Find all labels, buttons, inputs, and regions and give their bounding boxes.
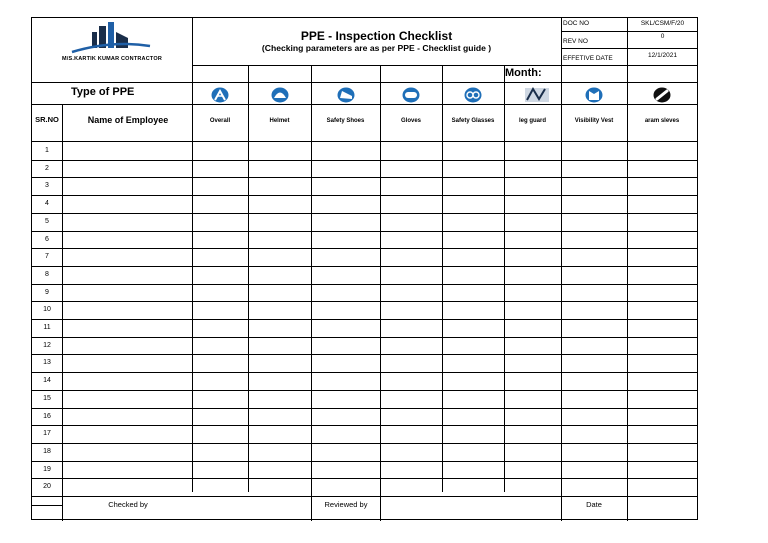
effective-date-label: EFFETIVE DATE xyxy=(563,55,613,62)
border-right xyxy=(697,17,698,520)
row-line-11 xyxy=(31,337,698,338)
row-line-1 xyxy=(31,160,698,161)
row-number-6: 6 xyxy=(45,236,49,243)
row-number-3: 3 xyxy=(45,182,49,189)
logo-divider xyxy=(192,17,193,492)
doc-info-line-2 xyxy=(561,48,698,49)
date-label: Date xyxy=(586,500,602,509)
column-header-bottom xyxy=(31,141,698,142)
checked-by-label: Checked by xyxy=(108,500,148,509)
ppe-column-header-4: Safety Glasses xyxy=(451,118,495,124)
month-row-bottom xyxy=(31,82,698,83)
row-line-6 xyxy=(31,248,698,249)
page-subtitle: (Checking parameters are as per PPE - Checklist guide ) xyxy=(261,43,492,53)
row-line-14 xyxy=(31,390,698,391)
column-line-1 xyxy=(311,65,312,492)
column-line-6 xyxy=(627,65,628,492)
visibility-vest-icon xyxy=(585,86,603,109)
ppe-checklist-sheet xyxy=(31,17,698,520)
row-number-5: 5 xyxy=(45,218,49,225)
column-line-3 xyxy=(442,65,443,492)
row-number-14: 14 xyxy=(43,377,51,384)
row-number-20: 20 xyxy=(43,483,51,490)
row-number-19: 19 xyxy=(43,466,51,473)
company-logo xyxy=(32,18,192,66)
doc-info-line-1 xyxy=(561,31,698,32)
border-left xyxy=(31,17,32,520)
building-roof xyxy=(116,32,128,48)
type-of-ppe-label: Type of PPE xyxy=(71,86,135,98)
month-label: Month: xyxy=(505,67,542,79)
row-number-13: 13 xyxy=(43,359,51,366)
row-number-7: 7 xyxy=(45,253,49,260)
employee-name-header: Name of Employee xyxy=(87,115,169,125)
rev-no-label: REV NO xyxy=(563,38,588,45)
row-line-19 xyxy=(31,478,698,479)
doc-info-value-divider xyxy=(627,17,628,66)
ppe-column-header-7: aram sleves xyxy=(644,118,680,124)
row-number-15: 15 xyxy=(43,395,51,402)
row-line-3 xyxy=(31,195,698,196)
footer-sr-line xyxy=(31,505,62,506)
rev-no-value: 0 xyxy=(660,33,665,40)
row-number-17: 17 xyxy=(43,430,51,437)
reviewed-by-label: Reviewed by xyxy=(324,500,368,509)
row-line-8 xyxy=(31,284,698,285)
ppe-column-header-3: Gloves xyxy=(400,118,421,124)
row-line-7 xyxy=(31,266,698,267)
row-number-18: 18 xyxy=(43,448,51,455)
title-bottom-line xyxy=(192,65,698,66)
border-top xyxy=(31,17,698,18)
ppe-column-header-1: Helmet xyxy=(269,118,290,124)
ppe-column-header-5: leg guard xyxy=(518,118,546,124)
leg-guard-icon xyxy=(524,86,550,109)
row-number-2: 2 xyxy=(45,165,49,172)
page-title: PPE - Inspection Checklist xyxy=(300,29,453,43)
column-line-4 xyxy=(504,65,505,492)
footer-divider-4 xyxy=(627,491,628,521)
doc-no-label: DOC NO xyxy=(563,20,589,27)
row-number-10: 10 xyxy=(43,306,51,313)
footer-divider-2 xyxy=(380,491,381,521)
column-line-5 xyxy=(561,65,562,492)
sr-column-line xyxy=(62,104,63,521)
doc-info-divider xyxy=(561,17,562,66)
row-line-16 xyxy=(31,425,698,426)
column-line-0 xyxy=(248,65,249,492)
gloves-icon xyxy=(402,86,420,109)
column-line-2 xyxy=(380,65,381,492)
safety-shoes-icon xyxy=(337,86,355,109)
row-line-15 xyxy=(31,408,698,409)
row-line-13 xyxy=(31,372,698,373)
arm-sleeves-icon xyxy=(653,86,671,109)
row-line-4 xyxy=(31,213,698,214)
row-line-17 xyxy=(31,443,698,444)
row-line-20 xyxy=(31,496,698,497)
ppe-column-header-6: Visibility Vest xyxy=(574,118,614,124)
border-bottom xyxy=(31,519,698,520)
row-number-16: 16 xyxy=(43,413,51,420)
row-line-10 xyxy=(31,319,698,320)
ppe-column-header-2: Safety Shoes xyxy=(326,118,365,124)
effective-date-value: 12/1/2021 xyxy=(648,52,677,59)
row-line-2 xyxy=(31,177,698,178)
row-line-5 xyxy=(31,231,698,232)
sr-no-header: SR.NO xyxy=(35,115,59,124)
row-line-12 xyxy=(31,354,698,355)
helmet-icon xyxy=(271,86,289,109)
overall-icon xyxy=(211,86,229,109)
row-number-4: 4 xyxy=(45,200,49,207)
row-line-9 xyxy=(31,301,698,302)
row-number-1: 1 xyxy=(45,147,49,154)
ppe-column-header-0: Overall xyxy=(209,118,231,124)
doc-no-value: SKL/CSM/F/20 xyxy=(640,20,685,27)
row-number-12: 12 xyxy=(43,342,51,349)
company-name: M/S.KARTIK KUMAR CONTRACTOR xyxy=(61,56,162,62)
row-line-18 xyxy=(31,461,698,462)
row-number-9: 9 xyxy=(45,289,49,296)
row-number-8: 8 xyxy=(45,271,49,278)
row-number-11: 11 xyxy=(43,324,51,331)
safety-glasses-icon xyxy=(464,86,482,109)
